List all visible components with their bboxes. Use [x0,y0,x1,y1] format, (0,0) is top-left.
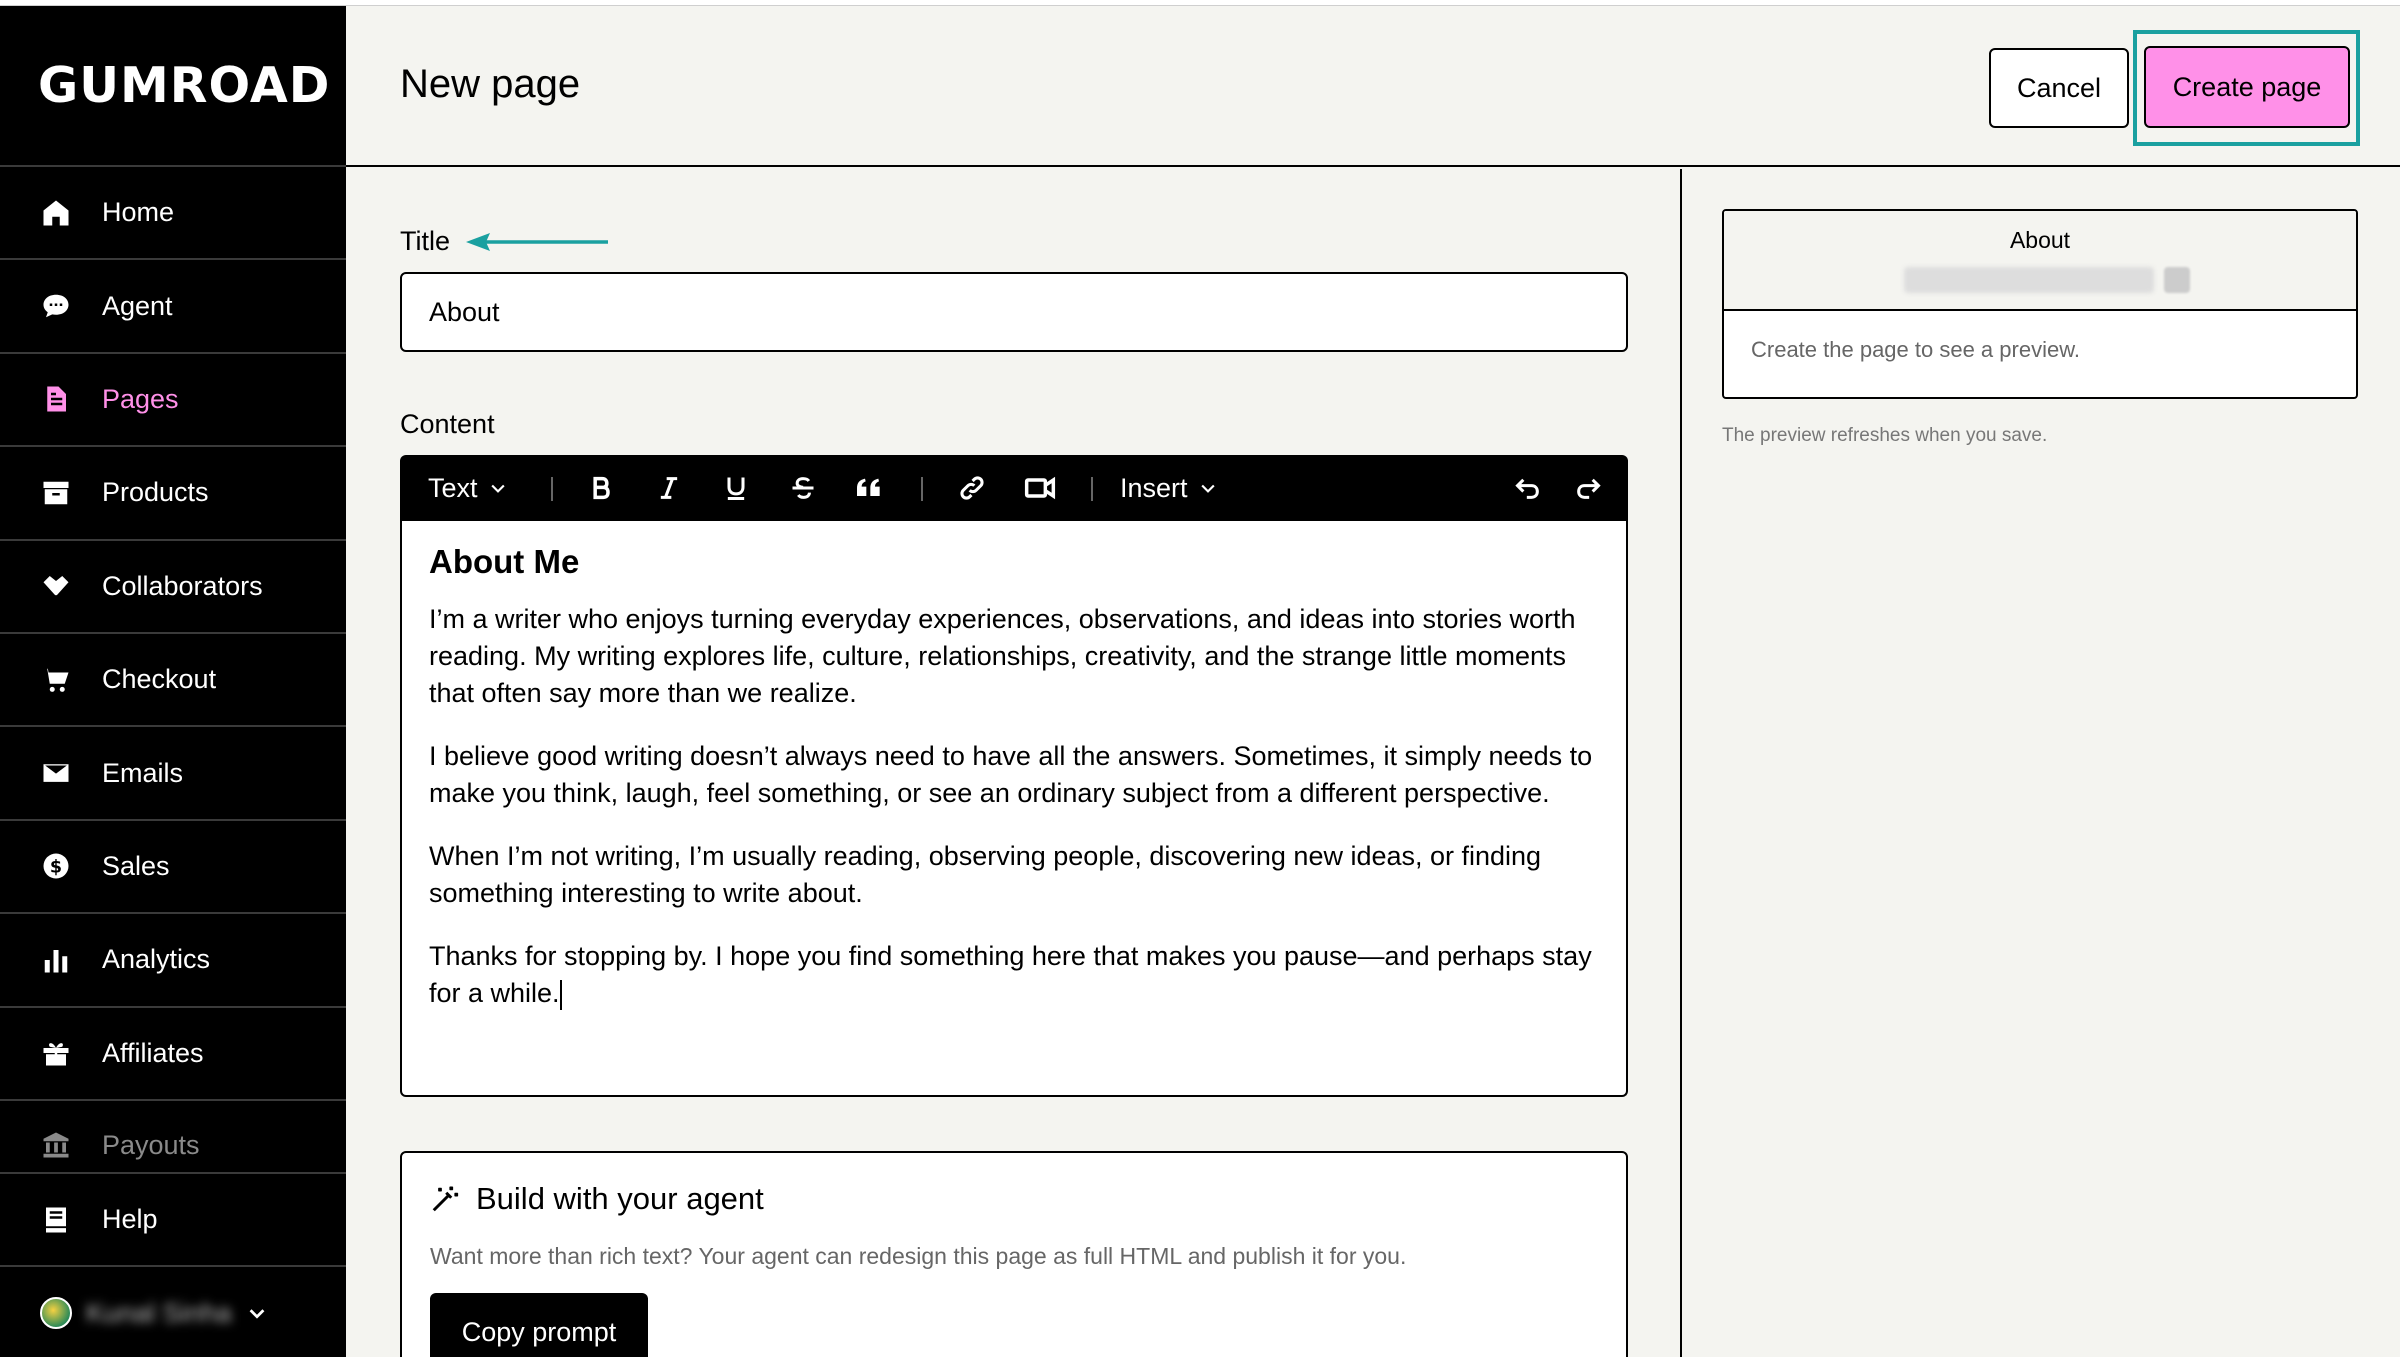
redo-icon [1574,474,1602,502]
sidebar-item-agent[interactable] [0,260,346,353]
sidebar-item-checkout[interactable] [0,634,346,727]
sidebar-item-label: Products [102,477,209,508]
underline-button[interactable] [718,455,754,521]
insert-label: Insert [1120,472,1188,503]
editor-paragraph-text: Thanks for stopping by. I hope you find something here that makes you pause—and perhaps stay for a while. [429,941,1592,1008]
svg-text:$: $ [49,857,63,878]
chat-bubble-icon [40,290,72,322]
editor-toolbar [400,455,1628,521]
editor-paragraph: I believe good writing doesn’t always need to have all the answers. Sometimes, it simply needs to make you think, laugh, feel something, or see an ordinary subject from a different perspective. [429,741,1593,808]
create-page-button[interactable]: Create page [2144,46,2350,128]
text-cursor [560,980,562,1010]
page-editor-form [346,169,1682,1357]
sidebar-item-collaborators[interactable] [0,541,346,634]
toolbar-divider [921,477,923,501]
link-button[interactable] [954,455,990,521]
document-icon [40,383,72,415]
preview-card [1722,209,2358,399]
sidebar-bottom [0,1172,346,1357]
sidebar-item-emails[interactable] [0,727,346,820]
handshake-icon [40,570,72,602]
preview-title: About [2009,227,2071,253]
text-style-dropdown[interactable] [428,455,508,521]
sidebar-item-label: Help [102,1204,158,1234]
logo-text: GUMROAD [38,57,331,114]
preview-url-bar [1904,267,2154,293]
build-with-agent-card [400,1151,1628,1357]
editor-paragraph: When I’m not writing, I’m usually reading, observing people, discovering new ideas, or finding something interesting to write about. [429,841,1542,908]
agent-card-description: Want more than rich text? Your agent can redesign this page as full HTML and publish it for you. [430,1243,1407,1269]
sidebar-item-label: Checkout [102,664,217,695]
quote-icon [853,472,885,504]
video-camera-icon [1024,472,1056,504]
home-icon [40,197,72,229]
link-icon [958,474,986,502]
preview-header [1724,211,2356,311]
video-button[interactable] [1020,455,1060,521]
toolbar-divider [1091,477,1093,501]
preview-message: Create the page to see a preview. [1751,337,2080,362]
undo-button[interactable] [1510,455,1546,521]
text-style-label: Text [428,472,478,503]
chevron-down-icon [488,478,508,498]
quote-button[interactable] [849,455,889,521]
user-name: Kunal Sinha [86,1297,232,1328]
sidebar-item-products[interactable] [0,447,346,540]
page-title: New page [400,62,581,106]
sidebar-item-affiliates[interactable] [0,1008,346,1101]
bold-button[interactable] [583,455,619,521]
user-menu[interactable] [0,1267,346,1357]
agent-card-title [430,1181,764,1217]
sidebar-item-payouts[interactable] [0,1101,346,1171]
insert-dropdown[interactable] [1120,455,1218,521]
italic-button[interactable] [651,455,687,521]
dollar-circle-icon [40,850,72,882]
magic-wand-icon [430,1184,460,1214]
strikethrough-icon [789,474,817,502]
sidebar-item-label: Pages [102,383,179,414]
sidebar-item-pages[interactable] [0,354,346,447]
title-label: Title [400,226,451,256]
archive-box-icon [40,477,72,509]
chevron-down-icon [246,1302,268,1324]
sidebar-item-label: Analytics [102,944,211,975]
sidebar [0,6,346,1357]
sidebar-item-label: Emails [102,757,184,788]
sidebar-item-sales[interactable] [0,821,346,914]
sidebar-item-label: Agent [102,290,173,321]
sidebar-item-label: Affiliates [102,1037,204,1068]
undo-icon [1514,474,1542,502]
annotation-arrow-icon [464,231,610,253]
gift-icon [40,1037,72,1069]
cart-icon [40,664,72,696]
sidebar-item-help[interactable] [0,1174,346,1267]
sidebar-item-label: Payouts [102,1129,200,1160]
strikethrough-button[interactable] [785,455,821,521]
bold-icon [587,474,615,502]
copy-prompt-button[interactable]: Copy prompt [430,1293,648,1357]
page-header [346,6,2400,167]
editor-heading: About Me [429,543,580,580]
preview-url-action [2164,267,2190,293]
italic-icon [655,474,683,502]
book-icon [40,1204,72,1236]
editor-paragraph-last [429,938,1609,1012]
content-label: Content [400,409,495,439]
sidebar-item-label: Collaborators [102,570,263,601]
bank-icon [40,1129,72,1161]
sidebar-item-label: Home [102,197,175,228]
bar-chart-icon [40,944,72,976]
editor-paragraph: I’m a writer who enjoys turning everyday experiences, observations, and ideas into stories worth reading. My writing explores life, culture, relationships, creativity, and the strange little moments that often say more than we realize. [429,604,1576,708]
redo-button[interactable] [1570,455,1606,521]
cancel-button[interactable]: Cancel [1989,48,2129,128]
toolbar-divider [551,477,553,501]
sidebar-item-home[interactable] [0,167,346,260]
sidebar-item-label: Sales [102,850,170,881]
underline-icon [722,474,750,502]
envelope-icon [40,757,72,789]
preview-note: The preview refreshes when you save. [1722,425,2048,446]
preview-panel [1684,169,2400,1357]
gumroad-logo[interactable] [0,6,346,167]
avatar [40,1297,72,1329]
sidebar-item-analytics[interactable] [0,914,346,1007]
rich-text-editor[interactable] [400,521,1628,1097]
title-input[interactable]: About [400,272,1628,352]
chevron-down-icon [1198,478,1218,498]
agent-card-title-text: Build with your agent [476,1181,764,1216]
